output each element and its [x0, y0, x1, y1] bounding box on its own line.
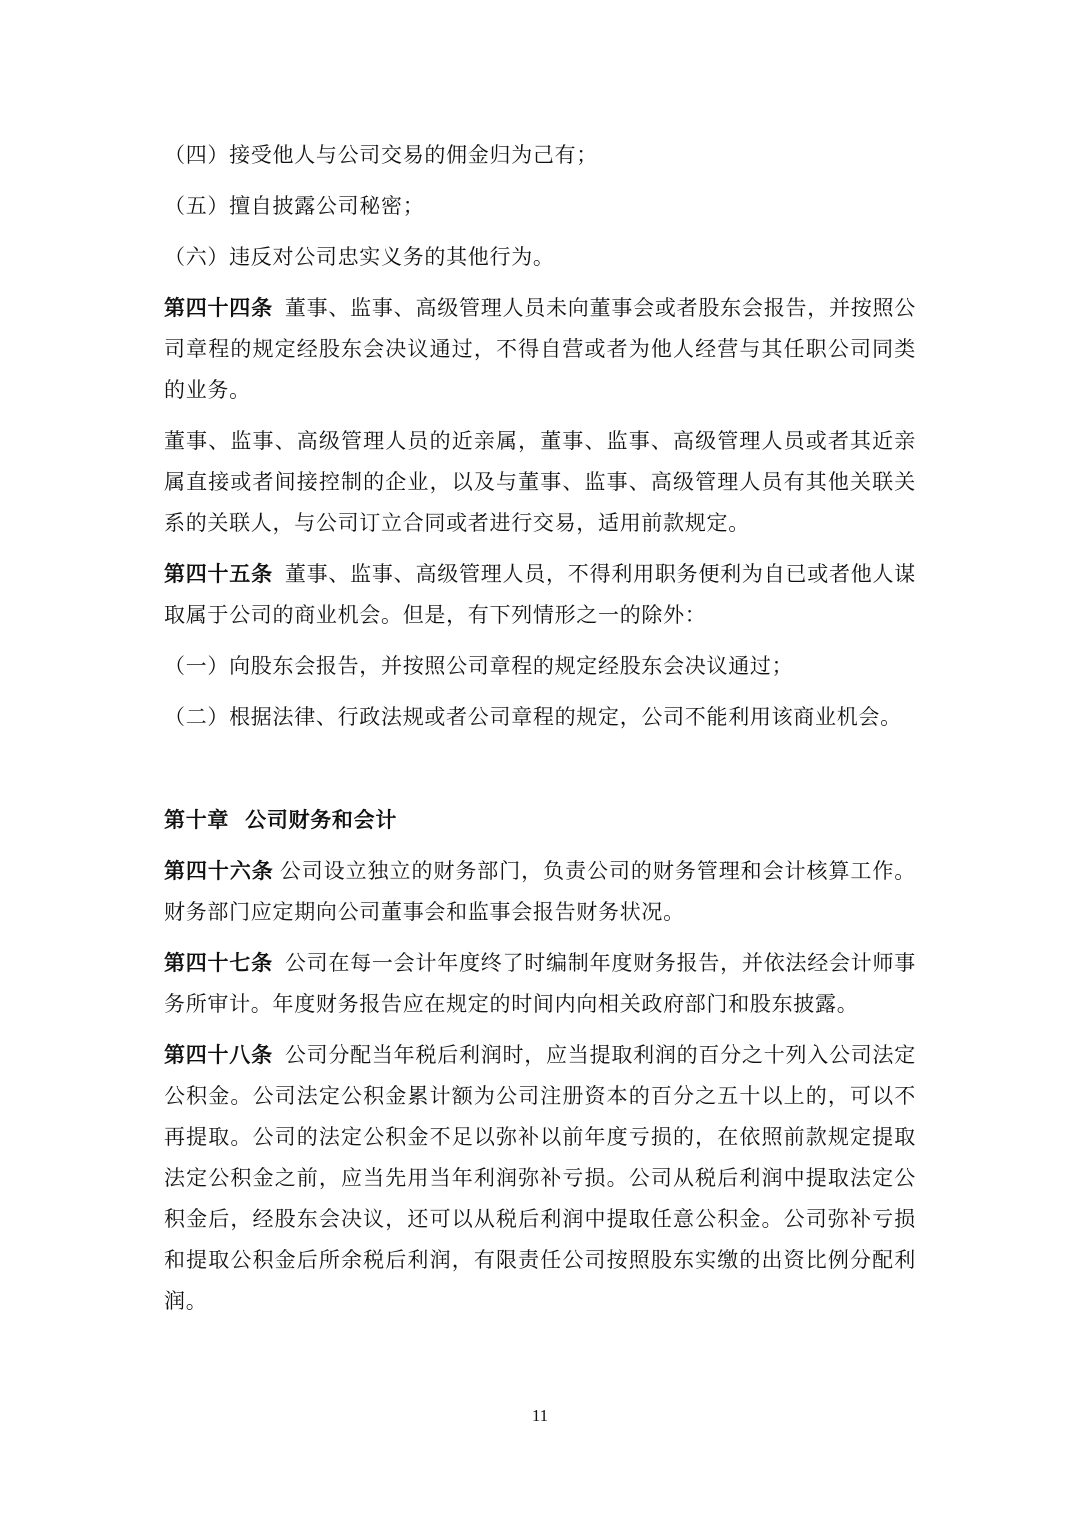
- list-item-text: （五）擅自披露公司秘密；: [164, 194, 425, 218]
- article-47: [164, 943, 916, 1025]
- list-item-text: （六）违反对公司忠实义务的其他行为。: [164, 245, 555, 269]
- list-item-text: （二）根据法律、行政法规或者公司章程的规定，公司不能利用该商业机会。: [164, 705, 902, 729]
- article-text: 公司分配当年税后利润时，应当提取利润的百分之十列入公司法定公积金。公司法定公积金累计额为公司注册资本的百分之五十以上的，可以不再提取。公司的法定公积金不足以弥补以前年度亏损的，在依照前款规定提取法定公积金之前，应当先用当年利润弥补亏损。公司从税后利润中提取法定公积金后，经股东会决议，还可以从税后利润中提取任意公积金。公司弥补亏损和提取公积金后所余税后利润，有限责任公司按照股东实缴的出资比例分配利润。: [164, 1043, 916, 1313]
- list-item-text: （一）向股东会报告，并按照公司章程的规定经股东会决议通过；: [164, 654, 794, 678]
- article-48: [164, 1035, 916, 1322]
- paragraph: [164, 421, 916, 544]
- article-46: [164, 851, 916, 933]
- chapter-heading: [164, 800, 916, 841]
- list-item: [164, 135, 916, 176]
- article-label: 第四十七条: [164, 951, 273, 975]
- article-label: 第四十八条: [164, 1043, 273, 1067]
- article-text: 董事、监事、高级管理人员未向董事会或者股东会报告，并按照公司章程的规定经股东会决议通过，不得自营或者为他人经营与其任职公司同类的业务。: [164, 296, 916, 402]
- article-45: [164, 554, 916, 636]
- list-item-text: （四）接受他人与公司交易的佣金归为己有；: [164, 143, 598, 167]
- article-text: 董事、监事、高级管理人员，不得利用职务便利为自已或者他人谋取属于公司的商业机会。但是，有下列情形之一的除外：: [164, 562, 916, 627]
- list-item: [164, 237, 916, 278]
- page-number: 11: [531, 1406, 549, 1425]
- chapter-title: 第十章 公司财务和会计: [164, 808, 398, 832]
- list-item: [164, 697, 916, 738]
- page-body: [164, 135, 916, 1322]
- list-item: [164, 186, 916, 227]
- list-item: [164, 646, 916, 687]
- article-text: 公司设立独立的财务部门，负责公司的财务管理和会计核算工作。财务部门应定期向公司董事会和监事会报告财务状况。: [164, 859, 916, 924]
- article-44: [164, 288, 916, 411]
- article-label: 第四十四条: [164, 296, 273, 320]
- article-text: 公司在每一会计年度终了时编制年度财务报告，并依法经会计师事务所审计。年度财务报告应在规定的时间内向相关政府部门和股东披露。: [164, 951, 916, 1016]
- article-label: 第四十五条: [164, 562, 273, 586]
- paragraph-text: 董事、监事、高级管理人员的近亲属，董事、监事、高级管理人员或者其近亲属直接或者间接控制的企业，以及与董事、监事、高级管理人员有其他关联关系的关联人，与公司订立合同或者进行交易，适用前款规定。: [164, 429, 916, 535]
- article-label: 第四十六条: [164, 859, 274, 883]
